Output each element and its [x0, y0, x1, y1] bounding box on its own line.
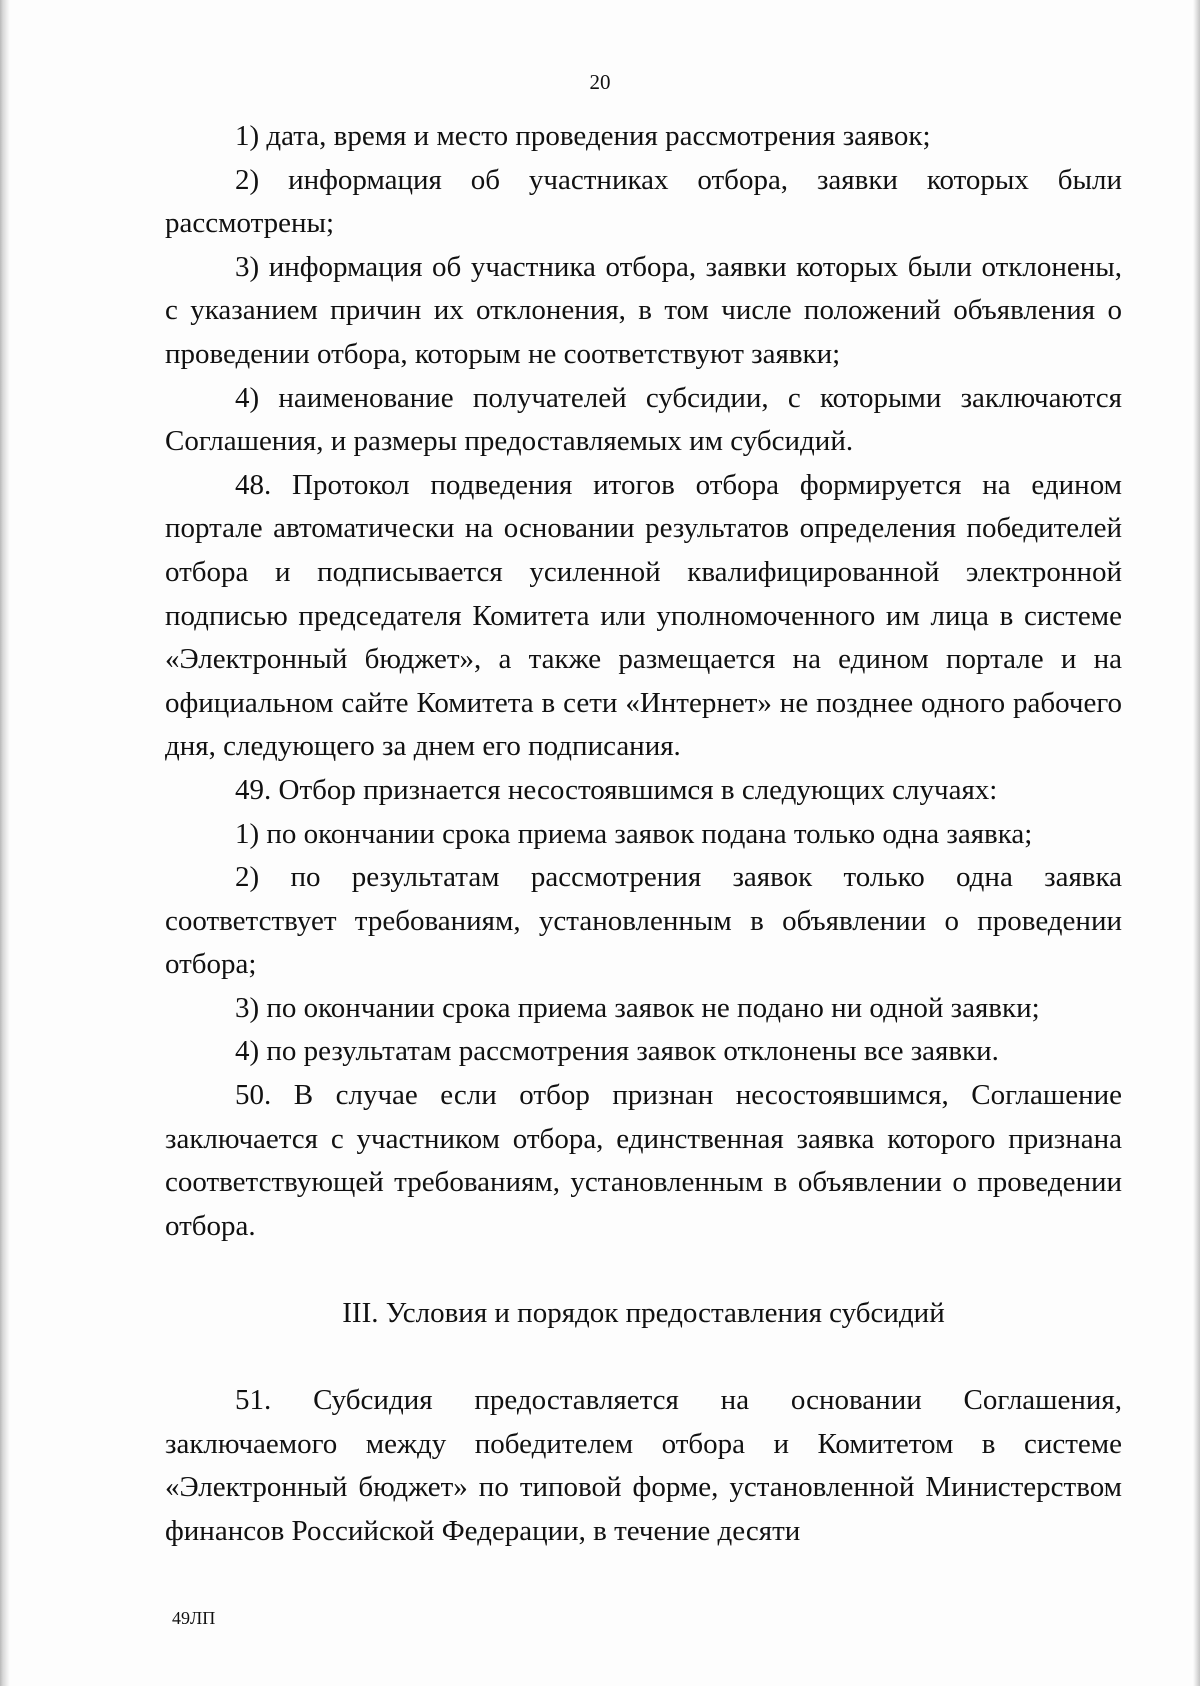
- paragraph: 1) дата, время и место проведения рассмотрения заявок;: [235, 120, 931, 152]
- paragraph: 4) по результатам рассмотрения заявок отклонены все заявки.: [235, 1035, 999, 1068]
- paragraph: 1) по окончании срока приема заявок подана только одна заявка;: [235, 817, 1033, 850]
- paragraph: 2) информация об участниках отбора, заявки которых были рассмотрены;: [165, 163, 1122, 240]
- paragraph: 2) по результатам рассмотрения заявок только одна заявка соответствует требованиям, установленным в объявлении о проведении отбора;: [165, 861, 1122, 981]
- paragraph: 48. Протокол подведения итогов отбора формируется на едином портале автоматически на основании результатов определения победителей отбора и подписывается усиленной квалифицированной электронной подписью председателя Комитета или уполномоченного им лица в системе «Электронный бюджет», а также размещается на едином портале и на официальном сайте Комитета в сети «Интернет» не позднее одного рабочего дня, следующего за днем его подписания.: [165, 468, 1122, 763]
- section-heading: III. Условия и порядок предоставления субсидий: [342, 1297, 945, 1330]
- scan-edge-left: [0, 0, 10, 1686]
- page-number: 20: [589, 70, 611, 94]
- paragraph: 50. В случае если отбор признан несостоявшимся, Соглашение заключается с участником отбора, единственная заявка которого признана соответствующей требованиям, установленным в объявлении о проведении отбора.: [165, 1079, 1122, 1242]
- paragraph: 49. Отбор признается несостоявшимся в следующих случаях:: [235, 773, 998, 806]
- paragraph: 4) наименование получателей субсидии, с которыми заключаются Соглашения, и размеры предоставляемых им субсидий.: [165, 381, 1122, 458]
- document-body: [165, 115, 1122, 1553]
- paragraph: 3) информация об участника отбора, заявки которых были отклонены, с указанием причин их отклонения, в том числе положений объявления о проведении отбора, которым не соответствуют заявки;: [165, 250, 1122, 370]
- scan-edge-right: [1193, 0, 1200, 1686]
- footer-code: 49ЛП: [172, 1608, 216, 1628]
- paragraph: 51. Субсидия предоставляется на основании Соглашения, заключаемого между победителем отбора и Комитетом в системе «Электронный бюджет» по типовой форме, установленной Министерством финансов Российской Федерации, в течение десяти: [165, 1384, 1122, 1547]
- paragraph: 3) по окончании срока приема заявок не подано ни одной заявки;: [235, 991, 1040, 1024]
